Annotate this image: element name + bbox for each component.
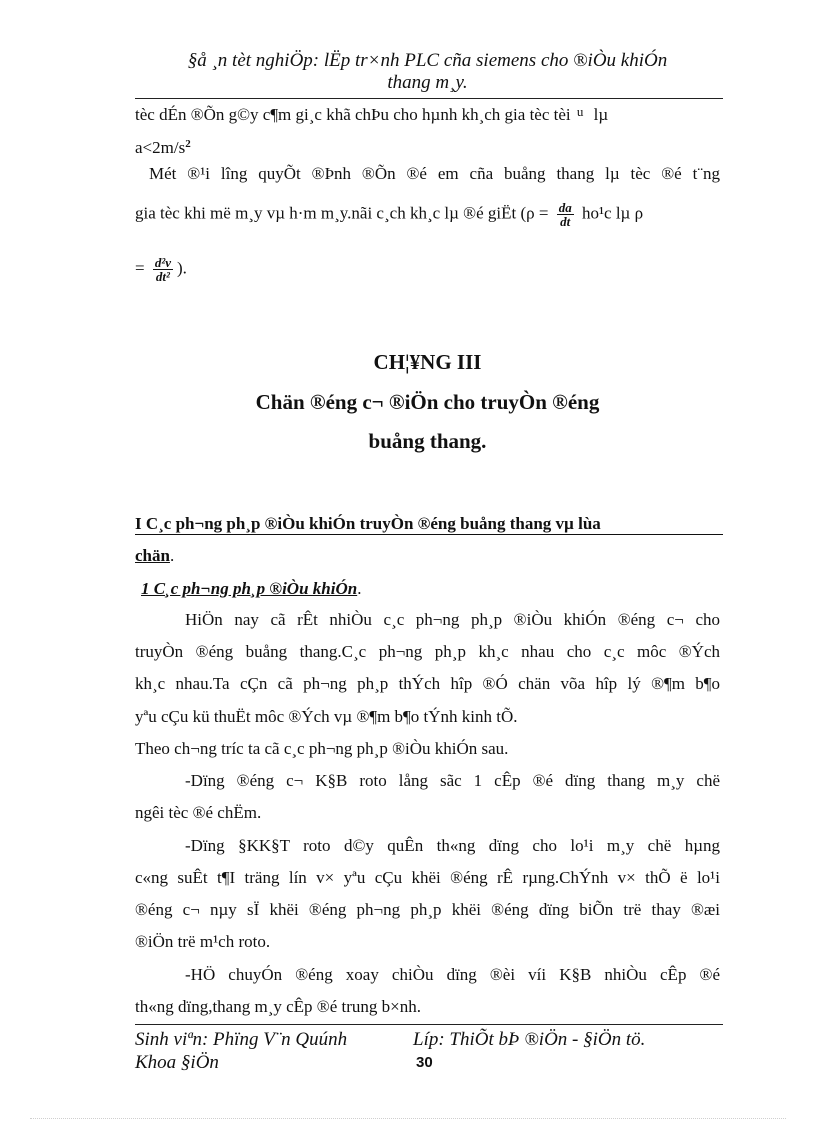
body-line: ngêi tèc ®é chËm. <box>135 803 262 822</box>
footer-rule <box>135 1024 723 1025</box>
superscript: 2 <box>185 138 191 150</box>
footer-student: Sinh viªn: Phïng V¨n Quúnh <box>135 1029 348 1050</box>
body-text: = <box>135 258 145 278</box>
fraction-numerator: d²v <box>154 255 172 270</box>
chapter-title-line-2: buång thang. <box>368 429 487 453</box>
body-line: c«ng suÊt t¶I träng lín v× yªu cÇu khëi ®éng rÊ rµng.ChÝnh v× thÕ ë lo¹i <box>135 868 720 887</box>
subsection-heading-tail: . <box>357 579 362 598</box>
subsection-heading <box>141 578 726 600</box>
page-number: 30 <box>416 1054 433 1071</box>
page-bottom-divider <box>30 1118 786 1119</box>
body-text: ). <box>177 258 187 278</box>
body-text: gia tèc khi më m¸y vµ h·m m¸y.nãi c¸ch kh¸c lµ ®é giËt (ρ = <box>135 203 549 223</box>
section-heading-line-1: I C¸c ph¬ng ph¸p ®iÒu khiÓn truyÒn ®éng buång thang vµ lùa <box>135 513 723 535</box>
fraction-denominator: dt <box>560 214 571 229</box>
body-text: lµ <box>593 105 609 124</box>
header-line-1: §å ¸n tèt nghiÖp: lËp tr×nh PLC cña siemens cho ®iÒu khiÓn <box>187 50 668 71</box>
body-text: u <box>576 104 584 119</box>
body-line <box>135 201 720 228</box>
section-heading-cont <box>135 545 720 567</box>
body-line: truyÒn ®éng buång thang.C¸c ph¬ng ph¸p kh¸c nhau cho c¸c môc ®Ých <box>135 642 720 661</box>
body-line: kh¸c nhau.Ta cÇn cã ph¬ng ph¸p thÝch hîp ®Ó chän võa hîp lý ®¶m b¶o <box>135 674 720 693</box>
body-line <box>135 133 720 159</box>
body-text: tèc dÉn ®Õn g©y c¶m gi¸c khã chÞu cho hµnh kh¸ch gia tèc tèi <box>135 105 571 124</box>
body-line: Theo ch¬ng tríc ta cã c¸c ph¬ng ph¸p ®iÒu khiÓn sau. <box>135 739 509 758</box>
header-line-2: thang m¸y. <box>387 72 468 93</box>
body-line: ®éng c¬ nµy sÏ khëi ®éng ph¬ng ph¸p khëi ®éng dïng biÕn trë thay ®æi <box>135 900 720 919</box>
body-text: a<2m/s <box>135 138 186 157</box>
section-heading-line-2: chän <box>135 546 170 565</box>
body-line: -Dïng §KK§T roto d©y quÊn th«ng dïng cho lo¹i m¸y chë hµng <box>185 836 720 855</box>
body-line: Mét ®¹i lîng quyÕt ®Þnh ®Õn ®é em cña buång thang lµ tèc ®é t¨ng <box>149 164 720 183</box>
header-rule <box>135 98 723 99</box>
chapter-title-line-1: Chän ®éng c¬ ®iÖn cho truyÒn ®éng <box>255 390 600 414</box>
chapter-number: CH¦¥NG III <box>373 350 482 374</box>
section-heading <box>135 513 723 535</box>
body-line <box>135 101 720 126</box>
footer-class: Líp: ThiÕt bÞ ®iÖn - §iÖn tö. <box>413 1029 646 1050</box>
body-text: ho¹c lµ ρ <box>581 203 644 223</box>
fraction-d2v-dt2 <box>153 256 173 283</box>
body-line: HiÖn nay cã rÊt nhiÒu c¸c ph¬ng ph¸p ®iÒu khiÓn ®éng c¬ cho <box>185 610 720 629</box>
page-header <box>135 50 720 94</box>
body-line: yªu cÇu kü thuËt môc ®Ých vµ ®¶m b¶o tÝnh kinh tÕ. <box>135 707 518 726</box>
body-line: ®iÖn trë m¹ch roto. <box>135 932 271 951</box>
footer-faculty: Khoa §iÖn <box>135 1052 219 1073</box>
fraction-denominator: dt² <box>155 269 170 284</box>
fraction-da-dt <box>557 201 574 228</box>
fraction-numerator: da <box>558 200 572 215</box>
body-line: -Dïng ®éng c¬ K§B roto lång sãc 1 cÊp ®é dïng thang m¸y chë <box>185 771 720 790</box>
subsection-heading-text: 1 C¸c ph¬ng ph¸p ®iÒu khiÓn <box>141 579 358 598</box>
body-line: -HÖ chuyÓn ®éng xoay chiÒu dïng ®èi víi K§B nhiÒu cÊp ®é <box>185 965 720 984</box>
section-heading-tail: . <box>169 546 175 565</box>
body-line <box>135 256 720 283</box>
body-line: th«ng dïng,thang m¸y cÊp ®é trung b×nh. <box>135 997 421 1016</box>
